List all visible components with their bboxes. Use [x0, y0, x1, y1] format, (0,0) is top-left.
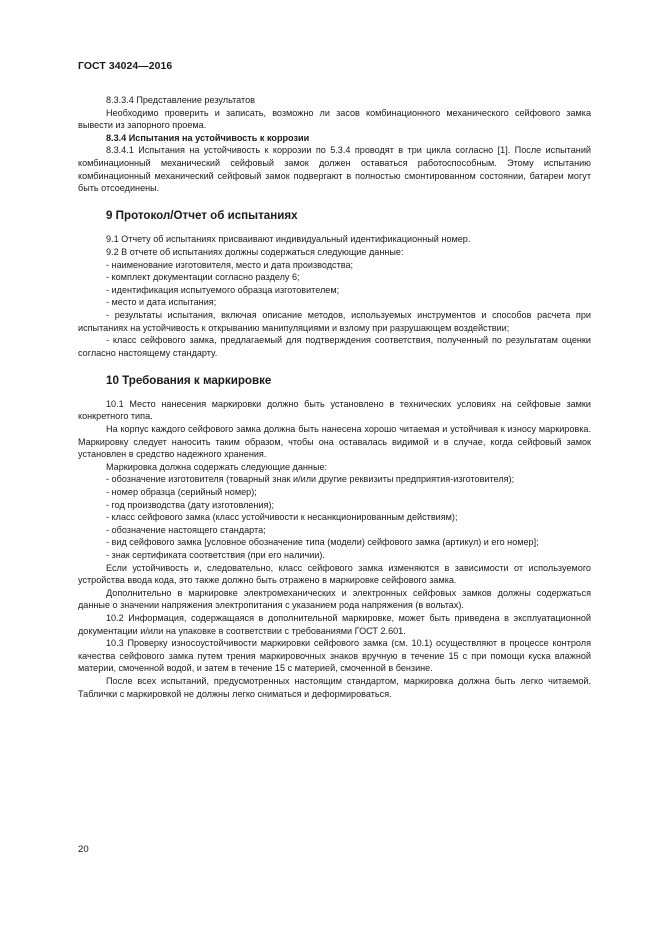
- list-item: - номер образца (серийный номер);: [106, 487, 257, 498]
- list-item: - наименование изготовителя, место и дата производства;: [106, 259, 354, 270]
- list-item: - результаты испытания, включая описание методов, используемых инструментов и способов расчета при испытаниях на устойчивость к открыванию манипуляциями и взлому при разрушающем воздействии;: [78, 309, 591, 333]
- list-item: - обозначение настоящего стандарта;: [106, 524, 266, 535]
- paragraph: 10.2 Информация, содержащаяся в дополнительной маркировке, может быть приведена в эксплуатационной документации и/или на упаковке в соответствии с требованиями ГОСТ 2.601.: [78, 612, 591, 636]
- list-item: - класс сейфового замка, предлагаемый для подтверждения соответствия, полученный по результатам оценки согласно настоящему стандарту.: [78, 335, 591, 358]
- paragraph: На корпус каждого сейфового замка должна быть нанесена хорошо читаемая и устойчивая к износу маркировка. Маркировку следует наносить таким образом, чтобы она оставалась видимой и в случае, когда сейфовый замок установлен в средство надежного хранения.: [78, 424, 591, 460]
- paragraph: 9.2 В отчете об испытаниях должны содержаться следующие данные:: [106, 246, 404, 257]
- list-item: - вид сейфового замка [условное обозначение типа (модели) сейфового замка (артикул) и его номер];: [106, 537, 539, 548]
- list-item: - год производства (дату изготовления);: [106, 499, 275, 510]
- paragraph: 9.1 Отчету об испытаниях присваивают индивидуальный идентификационный номер.: [106, 234, 471, 245]
- document-header: ГОСТ 34024—2016: [78, 61, 173, 72]
- list-item: - обозначение изготовителя (товарный знак и/или другие реквизиты предприятия-изготовителя);: [106, 474, 515, 485]
- document-body: [78, 94, 591, 700]
- list-item: - комплект документации согласно разделу 6;: [106, 272, 300, 283]
- page-number: 20: [78, 844, 89, 855]
- paragraph: Дополнительно в маркировке электромеханических и электронных сейфовых замков должны содержаться данные о значении напряжения электропитания с указанием рода напряжения (в вольтах).: [78, 587, 591, 611]
- paragraph: Если устойчивость и, следовательно, класс сейфового замка изменяются в зависимости от используемого устройства ввода кода, это также должно быть отражено в маркировке сейфового замка.: [78, 562, 591, 586]
- list-item: - место и дата испытания;: [106, 297, 217, 308]
- paragraph: После всех испытаний, предусмотренных настоящим стандартом, маркировка должна быть легко читаемой. Таблички с маркировкой не должны легко сниматься и деформироваться.: [78, 675, 591, 699]
- paragraph: Необходимо проверить и записать, возможно ли засов комбинационного механического сейфового замка вывести из запорного проема.: [78, 107, 591, 131]
- paragraph: Маркировка должна содержать следующие данные:: [106, 461, 328, 472]
- subclause-8-3-4-title: 8.3.4 Испытания на устойчивость к коррозии: [106, 132, 310, 143]
- paragraph: 10.1 Место нанесения маркировки должно быть установлено в технических условиях на сейфовые замки конкретного типа.: [78, 398, 591, 422]
- section-9-heading: 9 Протокол/Отчет об испытаниях: [106, 208, 298, 222]
- section-10-heading: 10 Требования к маркировке: [106, 374, 272, 388]
- paragraph: 8.3.4.1 Испытания на устойчивость к коррозии по 5.3.4 проводят в три цикла согласно [1]. После испытаний комбинационный механический сейфовый замок должен оставаться работоспособным. Этому испытанию комбинационный механический сейфовый замок подвергают в полностью смонтированном состоянии, батареи могут быть отсоединены.: [78, 145, 591, 194]
- list-item: - знак сертификата соответствия (при его наличии).: [106, 550, 325, 560]
- paragraph: 10.3 Проверку износоустойчивости маркировки сейфового замка (см. 10.1) осуществляют в процессе контроля качества сейфового замка путем трения маркировочных знаков вручную в течение 15 с при помощи куска влажной материи, смоченной водой, и затем в течение 15 с материей, смоченной в бензине.: [78, 638, 591, 674]
- subclause-8-3-3-4-title: 8.3.3.4 Представление результатов: [106, 95, 255, 105]
- list-item: - идентификация испытуемого образца изготовителем;: [106, 284, 340, 295]
- list-item: - класс сейфового замка (класс устойчивости к несанкционированным действиям);: [106, 512, 458, 523]
